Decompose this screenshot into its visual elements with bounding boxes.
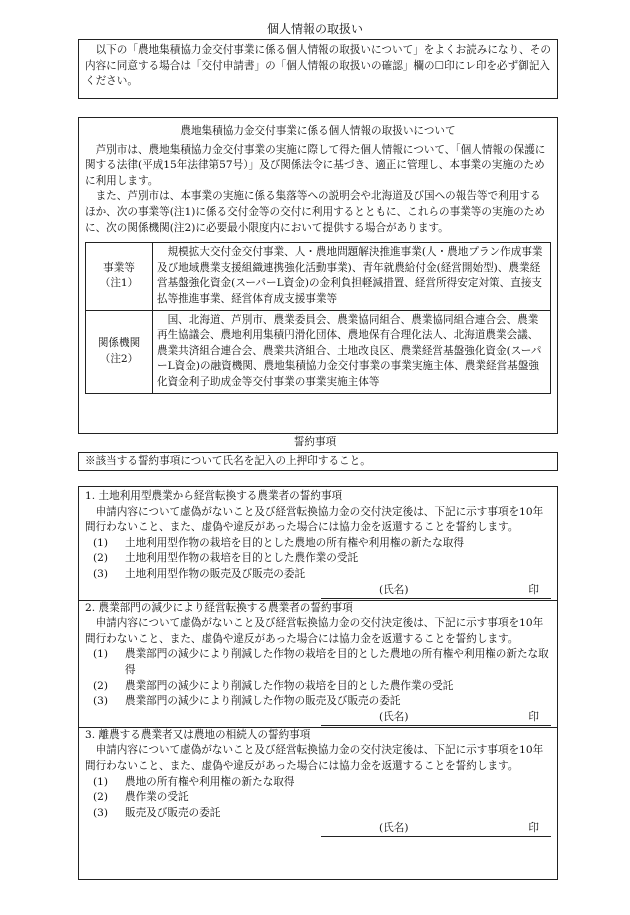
item-number: (3) [93, 567, 109, 580]
row-label: 関係機関 [97, 336, 141, 349]
policy-paragraph-2: また、芦別市は、本事業の実施に係る集落等への説明会や北海道及び国への報告等で利用するほか、次の事業等(注1)に係る交付金等の交付に利用するとともに、これらの事業等の実施のために、次の関係機関(注2)に必要最小限度内において提供する場合があります。 [85, 190, 545, 234]
oath-item [85, 536, 551, 552]
row-label-note: （注1） [99, 277, 139, 290]
item-text: 農地の所有権や利用権の新たな取得 [125, 775, 295, 788]
item-number: (1) [93, 775, 109, 788]
policy-box [78, 117, 558, 434]
policy-table-row [86, 243, 551, 310]
signature-line[interactable] [321, 583, 551, 599]
item-text: 農作業の受託 [125, 791, 189, 804]
seal-label: 印 [528, 822, 539, 835]
notice-text: 以下の「農地集積協力金交付事業に係る個人情報の取扱いについて」をよくお読みになり、その内容に同意する場合は「交付申請書」の「個人情報の取扱いの確認」欄の☐印にレ印を必ず御記入ください。 [85, 44, 551, 88]
oath-item [85, 694, 551, 710]
seal-label: 印 [528, 583, 539, 596]
page-title: 個人情報の取扱い [266, 22, 363, 36]
seal-label: 印 [528, 710, 539, 723]
oath-item [85, 567, 551, 583]
oath-heading: 1. 土地利用型農業から経営転換する農業者の誓約事項 [85, 490, 343, 502]
oath-item [85, 679, 551, 695]
signature-line[interactable] [321, 821, 551, 837]
row-label-cell [86, 310, 153, 393]
oath-item [85, 806, 551, 822]
item-text: 販売及び販売の委託 [125, 806, 221, 819]
policy-table [85, 242, 551, 393]
signature-name-label: (氏名) [379, 583, 409, 596]
oath-body: 申請内容について虚偽がないこと及び経営転換協力金の交付決定後は、下記に示す事項を10年間行わないこと、また、虚偽や違反があった場合には協力金を返還することを誓約します。 [85, 744, 544, 772]
row-label-note: （注2） [99, 352, 139, 365]
policy-paragraph-1: 芦別市は、農地集積協力金交付事業の実施に際して得た個人情報について、「個人情報の保護に関する法律(平成15年法律第57号）」及び関係法令に基づき、適正に管理し、本事業の実施のために利用します。 [85, 143, 546, 187]
policy-heading: 農地集積協力金交付事業に係る個人情報の取扱いについて [180, 125, 456, 137]
oath-item [85, 790, 551, 806]
oath-section [85, 601, 551, 726]
signature-name-label: (氏名) [379, 822, 409, 835]
item-text: 農業部門の減少により削減した作物の販売及び販売の委託 [125, 695, 401, 708]
oath-body: 申請内容について虚偽がないこと及び経営転換協力金の交付決定後は、下記に示す事項を10年間行わないこと、また、虚偽や違反があった場合には協力金を返還することを誓約します。 [85, 505, 544, 534]
oath-item [85, 647, 551, 678]
row-label-cell [86, 243, 153, 310]
oath-item [85, 551, 551, 567]
oath-title: 誓約事項 [293, 436, 337, 448]
item-text: 農業部門の減少により削減した作物の栽培を目的とした農地の所有権や利用権の新たな取得 [125, 648, 549, 676]
policy-table-row [86, 310, 551, 393]
oath-heading: 2. 農業部門の減少により経営転換する農業者の誓約事項 [85, 601, 353, 614]
row-text: 国、北海道、芦別市、農業委員会、農業協同組合、農業協同組合連合会、農業再生協議会、農地利用集積円滑化団体、農地保有合理化法人、北海道農業会議、農業共済組合連合会、農業共済組合、土地改良区、農業経営基盤強化資金(スーパーL資金)の融資機関、農地集積協力金交付事業の事業実施主体、農業経営基盤強化資金利子助成金等交付事業の事業実施主体等 [153, 310, 551, 393]
signature-name-label: (氏名) [379, 710, 409, 723]
oath-section [85, 728, 551, 838]
oath-body: 申請内容について虚偽がないこと及び経営転換協力金の交付決定後は、下記に示す事項を10年間行わないこと、また、虚偽や違反があった場合には協力金を返還することを誓約します。 [85, 617, 544, 645]
signature-line[interactable] [321, 710, 551, 726]
oath-items [85, 647, 551, 709]
row-label: 事業等 [103, 261, 135, 274]
notice-box [78, 39, 558, 99]
item-number: (3) [93, 695, 109, 708]
oath-items [85, 775, 551, 822]
item-text: 農業部門の減少により削減した作物の栽培を目的とした農作業の受託 [125, 679, 454, 692]
item-number: (2) [93, 679, 109, 692]
oath-instruction-box [78, 452, 558, 471]
row-text: 規模拡大交付金交付事業、人・農地問題解決推進事業(人・農地プラン作成事業及び地域農業支援組織連携強化活動事業)、青年就農給付金(経営開始型)、農業経営基盤強化資金(スーパーL資金)の金利負担軽減措置、経営所得安定対策、直接支払等推進事業、経営体育成支援事業等 [153, 243, 551, 310]
oath-items [85, 536, 551, 583]
oath-item [85, 775, 551, 791]
item-number: (1) [93, 536, 109, 549]
item-number: (1) [93, 648, 109, 661]
oath-section [85, 489, 551, 599]
item-number: (2) [93, 791, 109, 804]
item-number: (3) [93, 806, 109, 819]
item-number: (2) [93, 552, 109, 565]
oaths-box [78, 486, 558, 880]
oath-instruction: ※該当する誓約事項について氏名を記入の上押印すること。 [85, 455, 371, 467]
item-text: 土地利用型作物の販売及び販売の委託 [125, 567, 306, 580]
oath-heading: 3. 離農する農業者又は農地の相続人の誓約事項 [85, 728, 311, 741]
item-text: 土地利用型作物の栽培を目的とした農作業の受託 [125, 552, 359, 565]
item-text: 土地利用型作物の栽培を目的とした農地の所有権や利用権の新たな取得 [125, 536, 464, 549]
